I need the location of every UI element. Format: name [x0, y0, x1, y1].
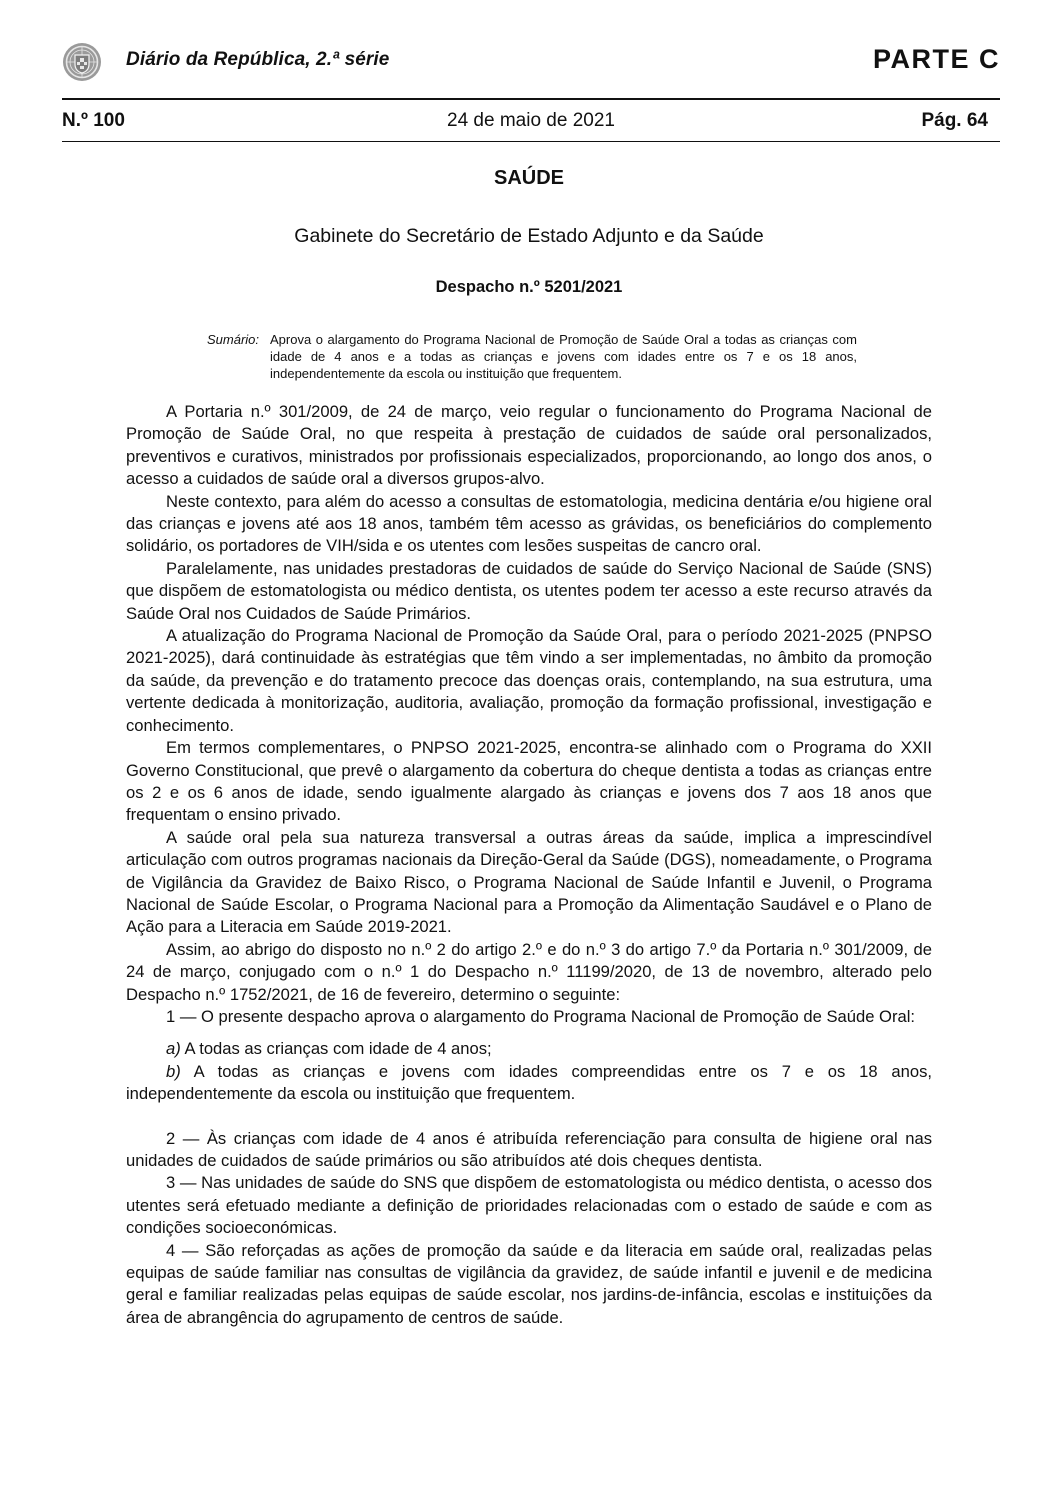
summary-label: Sumário: — [207, 332, 260, 347]
body-paragraph: Neste contexto, para além do acesso a consultas de estomatologia, medicina dentária e/ou higiene oral das crianças e jovens até aos 18 anos, também têm acesso as grávidas, os beneficiários do complemento solidário, os portadores de VIH/sida e os utentes com lesões suspeitas de cancro oral. — [126, 491, 932, 556]
summary-text: Aprova o alargamento do Programa Nacional de Promoção de Saúde Oral a todas as crianças com idade de 4 anos e a todas as crianças e jovens com idades entre os 7 e os 18 anos, independentemente da escola ou instituição que frequentem. — [270, 332, 857, 381]
document-title: Despacho n.º 5201/2021 — [435, 278, 623, 296]
list-item-a — [126, 1038, 932, 1060]
list-item-letter: a) — [166, 1039, 181, 1059]
document-body — [126, 401, 932, 1329]
body-paragraph: A atualização do Programa Nacional de Promoção da Saúde Oral, para o período 2021-2025 (PNPSO 2021-2025), dará continuidade às estratégias que têm vindo a ser implementadas, no âmbito da promoção da saúde, da prevenção e do tratamento precoce das doenças orais, contemplando, na sua estrutura, uma vertente dedicada à monitorização, auditoria, avaliação, promoção da formação profissional, investigação e conhecimento. — [126, 626, 932, 735]
body-paragraph: A saúde oral pela sua natureza transversal a outras áreas da saúde, implica a imprescindível articulação com outros programas nacionais da Direção-Geral da Saúde (DGS), nomeadamente, o Programa de Vigilância da Gravidez de Baixo Risco, o Programa Nacional de Saúde Infantil e Juvenil, o Programa Nacional de Saúde Escolar, o Programa Nacional para a Promoção da Alimentação Saudável e o Plano de Ação para a Literacia em Saúde 2019-2021. — [126, 827, 932, 937]
journal-header — [62, 36, 1000, 86]
body-paragraph: A Portaria n.º 301/2009, de 24 de março, veio regular o funcionamento do Programa Nacional de Promoção de Saúde Oral, no que respeita à prestação de cuidados de saúde oral personalizados, preventivos e curativos, ministrados por profissionais especializados, proporcionando, ao longo dos anos, o acesso a cuidados de saúde oral a diversos grupos-alvo. — [126, 402, 932, 489]
list-item-letter: b) — [166, 1061, 181, 1081]
issue-number: N.º 100 — [62, 110, 125, 131]
body-paragraph: Em termos complementares, o PNPSO 2021-2025, encontra-se alinhado com o Programa do XXII Governo Constitucional, que prevê o alargamento da cobertura do cheque dentista a todas as crianças entre os 2 e os 6 anos de idade, sendo igualmente alargado às crianças e jovens dos 7 aos 18 anos que frequentam o ensino privado. — [126, 738, 932, 825]
list-item-b — [126, 1061, 932, 1106]
header-divider — [62, 98, 1000, 100]
clause-4: 4 — São reforçadas as ações de promoção da saúde e da literacia em saúde oral, realizadas pelas equipas de saúde familiar nas consultas de vigilância da gravidez, de saúde infantil e juvenil e de medicina geral e familiar realizadas pelas equipas de saúde escolar, nos jardins-de-infância, escolas e instituições da área de abrangência do agrupamento de centros de saúde. — [126, 1240, 932, 1327]
coat-of-arms-seal-icon — [62, 42, 102, 82]
body-paragraph: Assim, ao abrigo do disposto no n.º 2 do artigo 2.º e do n.º 3 do artigo 7.º da Portaria n.º 301/2009, de 24 de março, conjugado com o n.º 1 do Despacho n.º 11199/2020, de 13 de novembro, alterado pelo Despacho n.º 1752/2021, de 16 de fevereiro, determino o seguinte: — [126, 939, 932, 1004]
issue-date: 24 de maio de 2021 — [447, 110, 615, 131]
part-label: PARTE C — [872, 44, 1000, 74]
section-title: SAÚDE — [493, 167, 564, 189]
issue-meta-row — [62, 110, 1000, 136]
clause-3: 3 — Nas unidades de saúde do SNS que dispõem de estomatologista ou médico dentista, o acesso dos utentes será efetuado mediante a definição de prioridades relacionadas com o estado de saúde e com as condições socioeconómicas. — [126, 1173, 932, 1238]
meta-divider — [62, 141, 1000, 142]
journal-title: Diário da República, 2.ª série — [126, 49, 390, 70]
clause-1: 1 — O presente despacho aprova o alargamento do Programa Nacional de Promoção de Saúde Oral: — [166, 1006, 916, 1026]
list-item-text: A todas as crianças com idade de 4 anos; — [180, 1039, 492, 1059]
summary-block — [207, 331, 857, 382]
issuing-office: Gabinete do Secretário de Estado Adjunto e da Saúde — [294, 225, 764, 247]
clause-2: 2 — Às crianças com idade de 4 anos é atribuída referenciação para consulta de higiene oral nas unidades de cuidados de saúde primários ou são atribuídos até dois cheques dentista. — [126, 1128, 932, 1170]
body-paragraph: Paralelamente, nas unidades prestadoras de cuidados de saúde do Serviço Nacional de Saúde (SNS) que dispõem de estomatologista ou médico dentista, os utentes podem ter acesso a este recurso através da Saúde Oral nos Cuidados de Saúde Primários. — [126, 558, 932, 623]
page-number: Pág. 64 — [921, 110, 988, 131]
list-item-text: A todas as crianças e jovens com idades compreendidas entre os 7 e os 18 anos, independentemente da escola ou instituição que frequentem. — [126, 1061, 932, 1104]
